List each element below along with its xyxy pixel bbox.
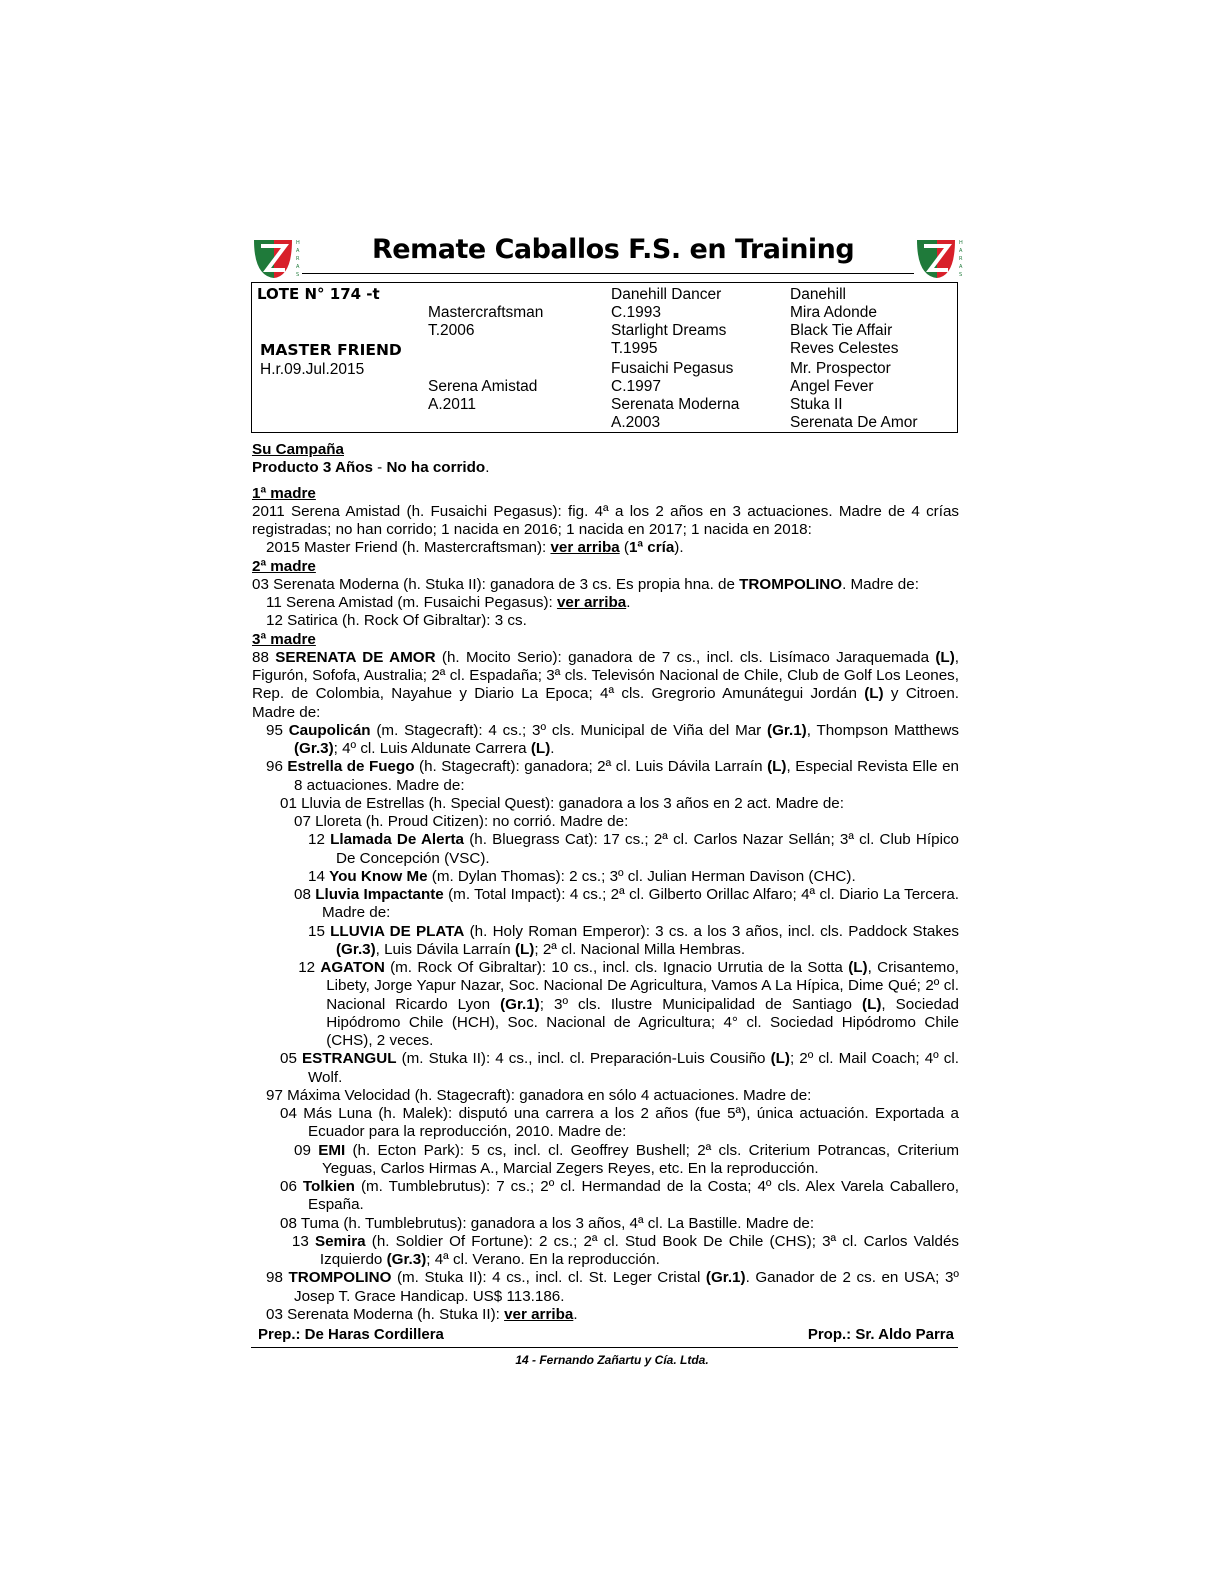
second-dam-child: 11 Serena Amistad (m. Fusaichi Pegasus): ver arriba. [266,594,631,611]
campaign-heading: Su Campaña [252,441,344,458]
third-dam-entry: 12 Llamada De Alerta (h. Bluegrass Cat): 17 cs.; 2ª cl. Carlos Nazar Sellán; 3ª cl. Club Hípico De Concepción (VSC). [308,831,959,867]
svg-text:H: H [959,240,963,246]
svg-text:S: S [959,272,963,278]
third-dam-entry: 03 Serenata Moderna (h. Stuka II): ver arriba. [266,1305,578,1323]
dam-name: Serena Amistad [428,378,538,395]
great-grandparent: Stuka II [790,396,843,413]
grandsire-2-year: C.1997 [611,378,661,395]
second-dam-child: 12 Satirica (h. Rock Of Gibraltar): 3 cs. [266,612,527,630]
footer-divider [251,1347,958,1348]
lot-number: LOTE N° 174 -t [257,285,380,303]
pedigree-notes [252,441,959,1324]
page-footer: 14 - Fernando Zañartu y Cía. Ltda. [515,1353,709,1367]
haras-logo-icon [252,236,302,280]
owner: Prop.: Sr. Aldo Parra [807,1326,954,1343]
third-dam-entry: 04 Más Luna (h. Malek): disputó una carrera a los 2 años (fue 5ª), única actuación. Exportada a Ecuador para la reproducción, 2010. Madre de: [280,1105,959,1141]
third-dam-entry: 96 Estrella de Fuego (h. Stagecraft): ganadora; 2ª cl. Luis Dávila Larraín (L), Especial Revista Elle en 8 actuaciones. Madre de: [266,758,959,794]
third-dam-entry: 14 You Know Me (m. Dylan Thomas): 2 cs.; 3º cl. Julian Herman Davison (CHC). [308,867,856,885]
first-dam-text: 2011 Serena Amistad (h. Fusaichi Pegasus): fig. 4ª a los 2 años en 3 actuaciones. Madre de 4 crías registradas; no han corrido; 1 nacida en 2016; 1 nacida en 2017; 1 nacida en 2018: [252,502,959,538]
preparer: Prep.: De Haras Cordillera [258,1326,444,1343]
ver-arriba-link[interactable]: ver arriba [556,594,627,611]
third-dam-entry: 98 TROMPOLINO (m. Stuka II): 4 cs., incl. cl. St. Leger Cristal (Gr.1). Ganador de 2 cs. en USA; 3º Josep T. Grace Handicap. US$ 113.186. [266,1269,959,1305]
great-grandparent: Reves Celestes [790,340,899,357]
third-dam-entry: 05 ESTRANGUL (m. Stuka II): 4 cs., incl. cl. Preparación-Luis Cousiño (L); 2º cl. Mail Coach; 4º cl. Wolf. [280,1050,959,1086]
third-dam-entry: 95 Caupolicán (m. Stagecraft): 4 cs.; 3º cls. Municipal de Viña del Mar (Gr.1), Thompson Matthews (Gr.3); 4º cl. Luis Aldunate Carrera (L). [266,721,959,757]
sire-name: Mastercraftsman [428,304,544,321]
grandsire-1-year: C.1993 [611,304,661,321]
great-grandparent: Black Tie Affair [790,322,893,339]
svg-text:R: R [959,256,963,262]
third-dam-entry: 12 AGATON (m. Rock Of Gibraltar): 10 cs., incl. cls. Ignacio Urrutia de la Sotta (L), Crisantemo, Libety, Jorge Yapur Nazar, Soc. Nacional De Agricultura, Vamos A La Hípica, Dime Qué; 2º cl. Nacional Ricardo Lyon (Gr.1); 3º cls. Ilustre Municipalidad de Santiago (L), Sociedad Hipódromo Chile (HCH), Soc. Nacional de Agricultura; 4° cl. Sociedad Hipódromo Chile (CHS), 2 veces. [298,959,959,1049]
third-dam-entry: 08 Lluvia Impactante (m. Total Impact): 4 cs.; 2ª cl. Gilberto Orillac Alfaro; 4ª cl. Diario La Tercera. Madre de: [294,886,959,922]
horse-birth: H.r.09.Jul.2015 [260,361,365,378]
great-grandparent: Serenata De Amor [790,414,918,431]
third-dam-entry: 97 Máxima Velocidad (h. Stagecraft): ganadora en sólo 4 actuaciones. Madre de: [266,1086,812,1104]
svg-text:H: H [296,240,300,246]
dam-year: A.2011 [428,396,476,413]
first-dam-heading: 1ª madre [252,484,316,502]
granddam-2: Serenata Moderna [611,396,740,413]
third-dam-entry: 15 LLUVIA DE PLATA (h. Holy Roman Emperor): 3 cs. a los 3 años, incl. cls. Paddock Stakes (Gr.3), Luis Dávila Larraín (L); 2ª cl. Nacional Milla Hembras. [308,922,959,958]
svg-text:R: R [296,256,300,262]
granddam-1-year: T.1995 [611,340,658,357]
title-divider [302,273,914,274]
granddam-1: Starlight Dreams [611,322,727,339]
third-dam-entry: 01 Lluvia de Estrellas (h. Special Quest): ganadora a los 3 años en 2 act. Madre de: [280,794,844,812]
ver-arriba-link[interactable]: ver arriba [550,539,620,557]
second-dam-text: 03 Serenata Moderna (h. Stuka II): ganadora de 3 cs. Es propia hna. de TROMPOLINO. Madre de: [252,575,919,593]
page-title: Remate Caballos F.S. en Training [372,234,855,265]
third-dam-entry: 08 Tuma (h. Tumblebrutus): ganadora a los 3 años, 4ª cl. La Bastille. Madre de: [280,1214,815,1232]
first-dam-child: 2015 Master Friend (h. Mastercraftsman): ver arriba (1ª cría). [266,539,684,557]
haras-logo-icon [915,236,965,280]
third-dam-heading: 3ª madre [252,630,316,648]
campaign-line: Producto 3 Años - No ha corrido. [252,459,490,477]
third-dam-entry: 13 Semira (h. Soldier Of Fortune): 2 cs.; 2ª cl. Stud Book De Chile (CHS); 3ª cl. Carlos Valdés Izquierdo (Gr.3); 4ª cl. Verano. En la reproducción. [291,1232,959,1268]
great-grandparent: Mira Adonde [790,304,878,321]
great-grandparent: Danehill [790,286,847,303]
svg-text:A: A [959,264,963,270]
grandsire-1: Danehill Dancer [611,286,722,303]
third-dam-entry: 09 EMI (h. Ecton Park): 5 cs, incl. cl. Geoffrey Bushell; 2ª cls. Criterium Potrancas, Criterium Yeguas, Carlos Hirmas A., Marcial Zegers Reyes, etc. En la reproducción. [294,1141,959,1177]
svg-text:A: A [296,264,300,270]
svg-text:S: S [296,272,300,278]
great-grandparent: Angel Fever [790,378,874,395]
third-dam-entry: 07 Lloreta (h. Proud Citizen): no corrió. Madre de: [294,813,629,830]
sire-year: T.2006 [428,322,475,339]
second-dam-heading: 2ª madre [252,557,316,575]
third-dam-entry: 88 SERENATA DE AMOR (h. Mocito Serio): ganadora de 7 cs., incl. cls. Lisímaco Jaraquemada (L), Figurón, Sofofa, Australia; 2ª cl. Espadaña; 3ª cls. Televisón Nacional de Chile, Club de Golf Los Leones, Rep. de Colombia, Nayahue y Diario La Epoca; 4ª cls. Gregrorio Amunátegui Jordán (L) y Citroen. Madre de: [252,648,959,721]
third-dam-entry: 06 Tolkien (m. Tumblebrutus): 7 cs.; 2º cl. Hermandad de la Costa; 4º cls. Alex Varela Caballero, España. [280,1178,959,1214]
svg-text:A: A [959,248,963,254]
granddam-2-year: A.2003 [611,414,661,431]
svg-text:A: A [296,248,300,254]
third-dam-entries [252,649,959,1324]
horse-name: MASTER FRIEND [260,341,402,359]
grandsire-2: Fusaichi Pegasus [611,360,734,377]
great-grandparent: Mr. Prospector [790,360,891,377]
